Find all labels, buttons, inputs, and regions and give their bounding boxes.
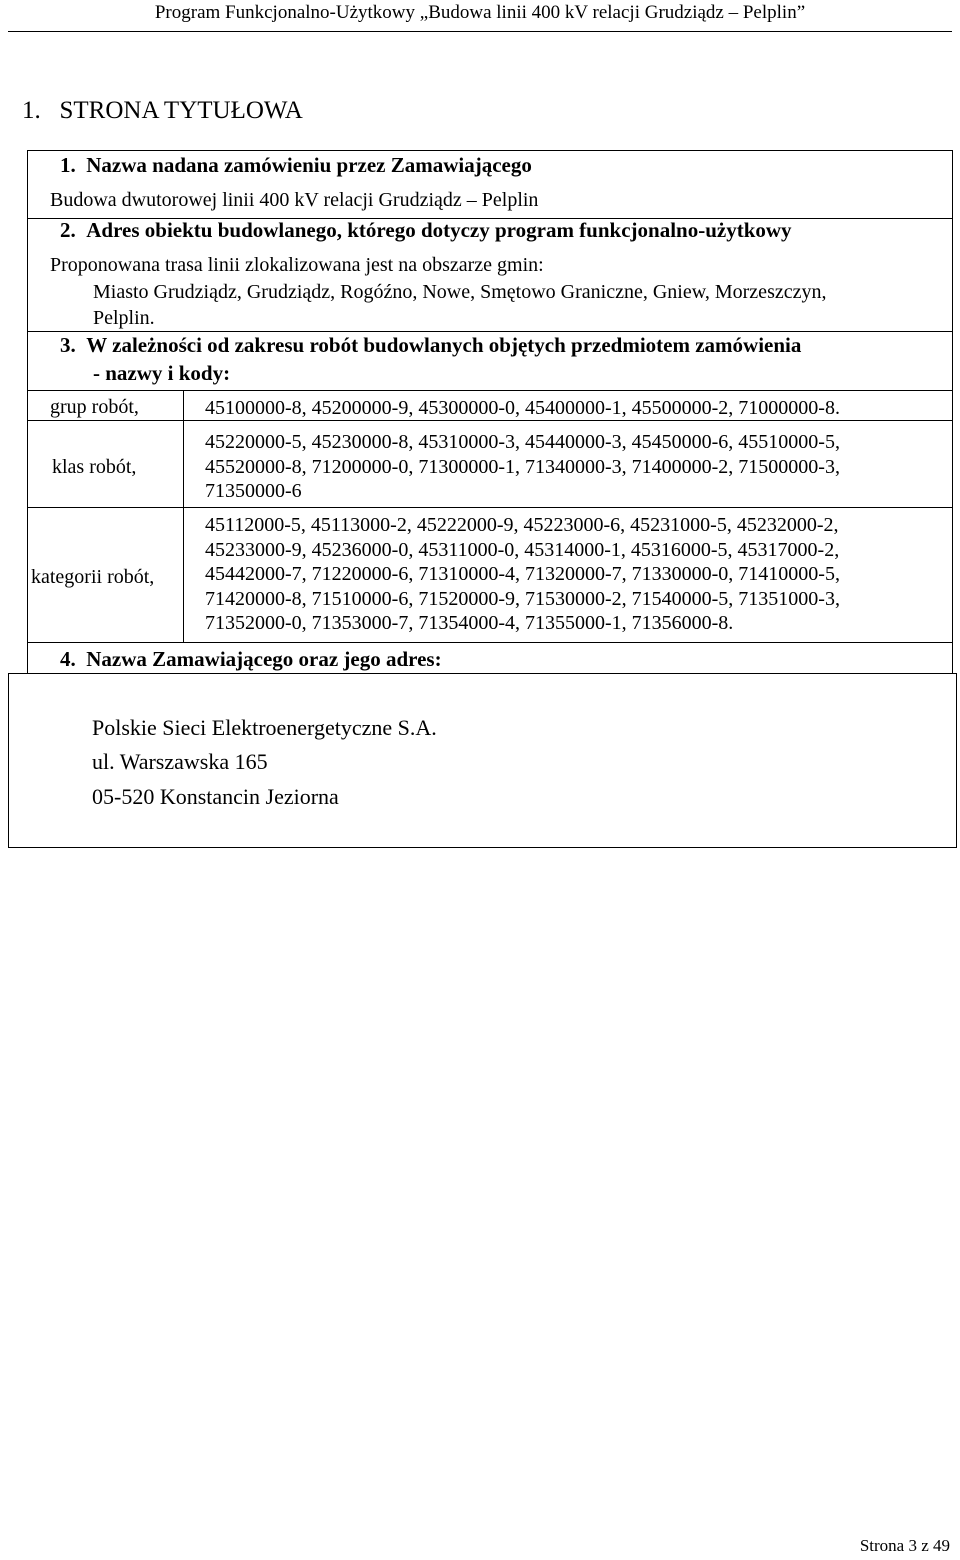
address-city: 05-520 Konstancin Jeziorna	[92, 784, 339, 809]
groups-codes: 45100000-8, 45200000-9, 45300000-0, 45400000-1, 45500000-2, 71000000-8.	[205, 397, 840, 419]
section-3-heading-line1	[60, 333, 801, 358]
groups-label: grup robót,	[50, 396, 139, 418]
address-company: Polskie Sieci Elektroenergetyczne S.A.	[92, 715, 437, 740]
page-title	[22, 97, 303, 125]
section-2-intro: Proponowana trasa linii zlokalizowana jest na obszarze gmin:	[50, 254, 544, 276]
section-1-heading	[60, 153, 532, 178]
title-text: STRONA TYTUŁOWA	[59, 97, 303, 124]
section-3-heading-line2: - nazwy i kody:	[93, 361, 231, 385]
section-2-municipalities-line2: Pelplin.	[93, 307, 155, 329]
classes-codes: 45220000-5, 45230000-8, 45310000-3, 45440000-3, 45450000-6, 45510000-5, 45520000-8, 71200000-0, 71300000-1, 71340000-3, 71400000-2, 71500000-3, 71350000-6	[205, 431, 840, 502]
section-2-number: 2.	[60, 218, 76, 242]
codes-table-column-divider	[183, 390, 184, 643]
section-3-number: 3.	[60, 333, 76, 357]
section-3-heading-text: W zależności od zakresu robót budowlanych objętych przedmiotem zamówienia	[86, 333, 802, 357]
title-number: 1.	[22, 97, 41, 124]
page-number: Strona 3 z 49	[859, 1536, 950, 1555]
categories-codes: 45112000-5, 45113000-2, 45222000-9, 45223000-6, 45231000-5, 45232000-2, 45233000-9, 45236000-0, 45311000-0, 45314000-1, 45316000-5, 45317000-2, 45442000-7, 71220000-6, 71310000-4, 71320000-7, 71330000-0, 71410000-5, 71420000-8, 71510000-6, 71520000-9, 71530000-2, 71540000-5, 71351000-3, 71352000-0, 71353000-7, 71354000-4, 71355000-1, 71356000-8.	[205, 514, 840, 634]
section-1-value: Budowa dwutorowej linii 400 kV relacji Grudziądz – Pelplin	[50, 189, 539, 211]
codes-table-divider-2	[27, 507, 953, 508]
categories-label: kategorii robót,	[31, 566, 155, 588]
section-2-municipalities-line1: Miasto Grudziądz, Grudziądz, Rogóźno, Nowe, Smętowo Graniczne, Gniew, Morzeszczyn,	[93, 281, 827, 303]
section-4-heading	[60, 647, 442, 672]
classes-label: klas robót,	[52, 456, 137, 478]
section-2-heading	[60, 218, 792, 243]
address-street: ul. Warszawska 165	[92, 749, 268, 774]
section-2-heading-text: Adres obiektu budowlanego, którego dotyczy program funkcjonalno-użytkowy	[86, 218, 792, 242]
section-4-number: 4.	[60, 647, 76, 671]
section-1-number: 1.	[60, 153, 76, 177]
header-divider	[8, 31, 952, 32]
section-1-heading-text: Nazwa nadana zamówieniu przez Zamawiającego	[86, 153, 532, 177]
section-4-heading-text: Nazwa Zamawiającego oraz jego adres:	[86, 647, 442, 671]
running-header: Program Funkcjonalno-Użytkowy „Budowa linii 400 kV relacji Grudziądz – Pelplin”	[154, 2, 806, 23]
